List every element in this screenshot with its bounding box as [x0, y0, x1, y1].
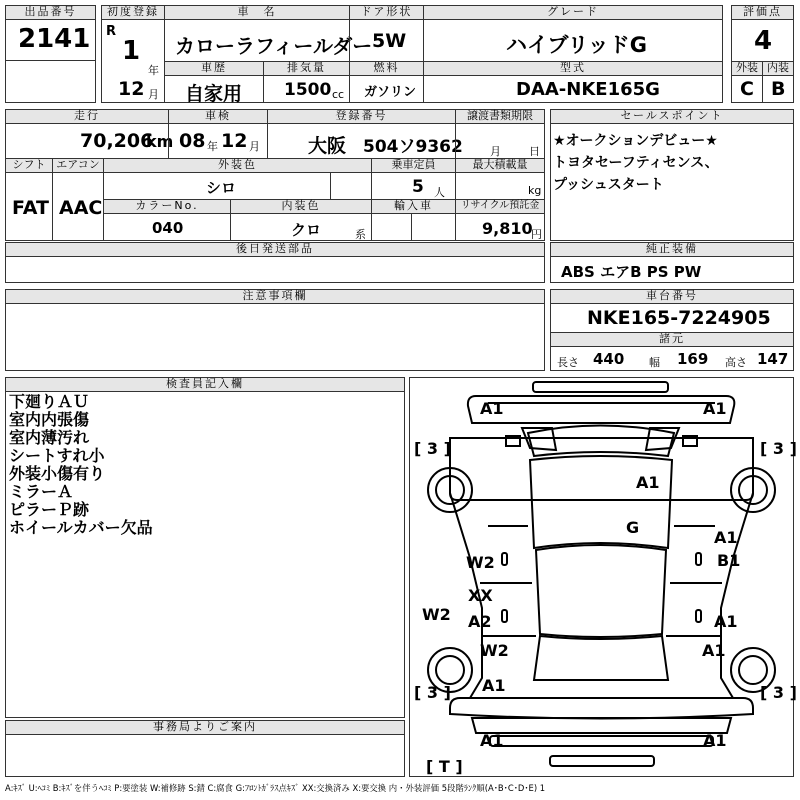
width-label: 幅	[649, 356, 660, 369]
inspection-month: 12	[221, 130, 248, 152]
shift-header: シフト	[5, 158, 53, 173]
ac-header: エアコン	[52, 158, 104, 173]
int-color-header: 内装色	[230, 199, 372, 214]
displacement: 1500	[284, 80, 332, 100]
ac-cell	[52, 172, 104, 241]
cc-unit: cc	[332, 88, 345, 101]
capacity: 5	[412, 177, 424, 197]
first-reg-header: 初度登録	[101, 5, 165, 20]
model-header: 型式	[423, 61, 723, 76]
damage-mark: A1	[714, 612, 738, 631]
score-cell	[731, 19, 794, 62]
inspection-header: 車検	[168, 109, 268, 124]
inspector-note: ピラーＰ跡	[9, 500, 90, 519]
recycle: 9,810	[482, 219, 533, 238]
import-header: 輸入車	[371, 199, 456, 214]
inspector-notes	[9, 393, 153, 537]
damage-mark: A1	[702, 641, 726, 660]
door: 5W	[372, 30, 407, 52]
int-grade: B	[771, 78, 786, 100]
mileage: 70,206	[80, 130, 154, 152]
inspector-note: シートすれ小	[9, 446, 105, 465]
car-name-header: 車 名	[164, 5, 350, 20]
int-color-unit: 系	[355, 228, 366, 241]
int-color: クロ	[291, 221, 322, 239]
displacement-header: 排気量	[263, 61, 350, 76]
color-no-cell	[103, 213, 231, 241]
color-no-header: カラーNo.	[103, 199, 231, 214]
lot-no-header: 出品番号	[5, 5, 96, 20]
damage-mark: G	[626, 518, 640, 537]
first-reg-cell	[101, 19, 165, 103]
grade: ハイブリッドG	[506, 33, 647, 57]
transfer-header: 譲渡書類期限	[455, 109, 545, 124]
model: DAA-NKE165G	[516, 79, 660, 100]
legend: A:ｷｽﾞ U:ﾍｺﾐ B:ｷｽﾞを伴うﾍｺﾐ P:要塗装 W:補修跡 S:錆 C:腐食 G:ﾌﾛﾝﾄｶﾞﾗｽ点ｷｽﾞ XX:交換済み X:要交換 内・外装評価 5段階ﾗﾝｸ順(A･B･C･D･E) 1	[5, 783, 546, 793]
width: 169	[677, 350, 709, 368]
load-unit: kg	[528, 184, 542, 197]
import-cell-right	[411, 213, 456, 241]
chassis-no: NKE165-7224905	[587, 307, 771, 329]
inspection-cell	[168, 123, 268, 159]
later-parts-header: 後日発送部品	[5, 242, 545, 257]
spec-cell	[550, 346, 794, 371]
damage-mark: B1	[717, 551, 741, 570]
color-no: 040	[152, 219, 184, 237]
transfer-day-unit: 日	[529, 145, 540, 158]
later-parts-cell	[5, 256, 545, 283]
genuine-cell	[550, 256, 794, 283]
fuel-header: 燃料	[349, 61, 424, 76]
reg-no-header: 登録番号	[267, 109, 456, 124]
car-diagram	[409, 377, 797, 777]
car-name-cell	[164, 19, 373, 62]
damage-mark: A1	[480, 399, 504, 418]
car-name: カローラフィールダー	[175, 34, 373, 58]
damage-mark: A1	[482, 676, 506, 695]
ext-grade: C	[740, 78, 754, 100]
lot-no-cell	[5, 19, 96, 61]
transfer-month-unit: 月	[490, 145, 501, 158]
tire-mark: [ 3 ]	[414, 439, 451, 458]
inspector-cell	[5, 391, 405, 718]
mileage-header: 走行	[5, 109, 169, 124]
inspector-note: 下廻りＡＵ	[9, 392, 90, 411]
score: 4	[754, 26, 773, 56]
lot-no: 2141	[18, 24, 91, 54]
int-header: 内装	[762, 61, 794, 76]
door-cell	[349, 19, 424, 62]
tire-mark: [ 3 ]	[760, 439, 797, 458]
capacity-cell	[371, 172, 456, 200]
office-header: 事務局よりご案内	[5, 720, 405, 735]
tire-mark: [ 3 ]	[760, 683, 797, 702]
damage-mark: A1	[480, 731, 504, 750]
recycle-header: リサイクル預託金	[455, 199, 545, 214]
km-unit: km	[146, 132, 174, 151]
lot-no-lower-cell	[5, 60, 96, 103]
month-unit: 月	[148, 88, 159, 101]
first-reg-year: 1	[122, 36, 141, 66]
load-cell	[455, 172, 545, 200]
inspection-month-unit: 月	[249, 140, 260, 153]
sales-point-line: プッシュスタート	[553, 177, 664, 193]
damage-mark: W2	[480, 641, 509, 660]
recycle-unit: 円	[531, 228, 542, 241]
ac: AAC	[59, 197, 103, 219]
int-color-cell	[230, 213, 372, 241]
grade-cell	[423, 19, 723, 62]
damage-mark: W2	[466, 553, 495, 572]
length-label: 長さ	[557, 356, 579, 369]
damage-mark: A1	[636, 473, 660, 492]
inspection-year-unit: 年	[207, 140, 218, 153]
sales-point-line: ★オークションデビュー★	[553, 133, 718, 149]
history: 自家用	[185, 83, 243, 105]
first-reg-month: 12	[118, 78, 145, 100]
inspector-note: 室内内張傷	[9, 410, 90, 429]
damage-mark: W2	[422, 605, 451, 624]
sales-point-cell	[550, 123, 794, 241]
transfer-cell	[455, 123, 545, 159]
reg-pref: 大阪	[308, 135, 347, 157]
office-cell	[5, 734, 405, 777]
year-unit: 年	[148, 64, 159, 77]
chassis-cell	[550, 303, 794, 333]
fuel-cell	[349, 75, 424, 103]
chassis-header: 車台番号	[550, 289, 794, 304]
damage-mark: A1	[703, 731, 727, 750]
car-diagram-svg	[410, 378, 797, 776]
sales-point-text	[553, 130, 719, 196]
int-cell	[762, 75, 794, 103]
inspector-header: 検査員記入欄	[5, 377, 405, 392]
genuine-header: 純正装備	[550, 242, 794, 257]
shift-cell	[5, 172, 53, 241]
color-header: 外装色	[103, 158, 372, 173]
inspector-note: ホイールカバー欠品	[9, 518, 153, 537]
damage-mark: A2	[468, 612, 492, 631]
color: シロ	[206, 179, 237, 197]
reg-no: 504ソ9362	[363, 137, 463, 157]
tire-mark: [ 3 ]	[414, 683, 451, 702]
inspector-note: 室内薄汚れ	[9, 428, 90, 447]
history-header: 車歴	[164, 61, 264, 76]
era: R	[106, 24, 117, 39]
height: 147	[757, 350, 789, 368]
door-header: ドア形状	[349, 5, 424, 20]
inspection-year: 08	[179, 130, 206, 152]
reg-no-cell	[267, 123, 463, 159]
load-header: 最大積載量	[455, 158, 545, 173]
tire-mark: [ T ]	[426, 757, 463, 776]
sales-point-line: トヨタセーフティセンス、	[553, 155, 719, 171]
height-label: 高さ	[725, 356, 747, 369]
damage-mark: A1	[703, 399, 727, 418]
inspector-note: ミラーＡ	[9, 482, 74, 501]
genuine-equipment: ABS エアB PS PW	[561, 263, 702, 281]
sales-point-header: セールスポイント	[550, 109, 794, 124]
history-cell	[164, 75, 264, 103]
color-extra-cell	[330, 172, 372, 200]
damage-mark: XX	[468, 586, 493, 605]
ext-header: 外装	[731, 61, 763, 76]
displacement-cell	[263, 75, 350, 103]
shift: FAT	[12, 197, 49, 219]
score-header: 評価点	[731, 5, 794, 20]
fuel: ガソリン	[364, 85, 417, 100]
caution-cell	[5, 303, 545, 371]
length: 440	[593, 350, 625, 368]
recycle-cell	[455, 213, 545, 241]
mileage-cell	[5, 123, 174, 159]
damage-mark: A1	[714, 528, 738, 547]
capacity-header: 乗車定員	[371, 158, 456, 173]
caution-header: 注意事項欄	[5, 289, 545, 304]
ext-cell	[731, 75, 763, 103]
spec-header: 諸元	[550, 332, 794, 347]
grade-header: グレード	[423, 5, 723, 20]
model-cell	[423, 75, 723, 103]
capacity-unit: 人	[434, 186, 445, 199]
inspector-note: 外装小傷有り	[9, 464, 106, 483]
